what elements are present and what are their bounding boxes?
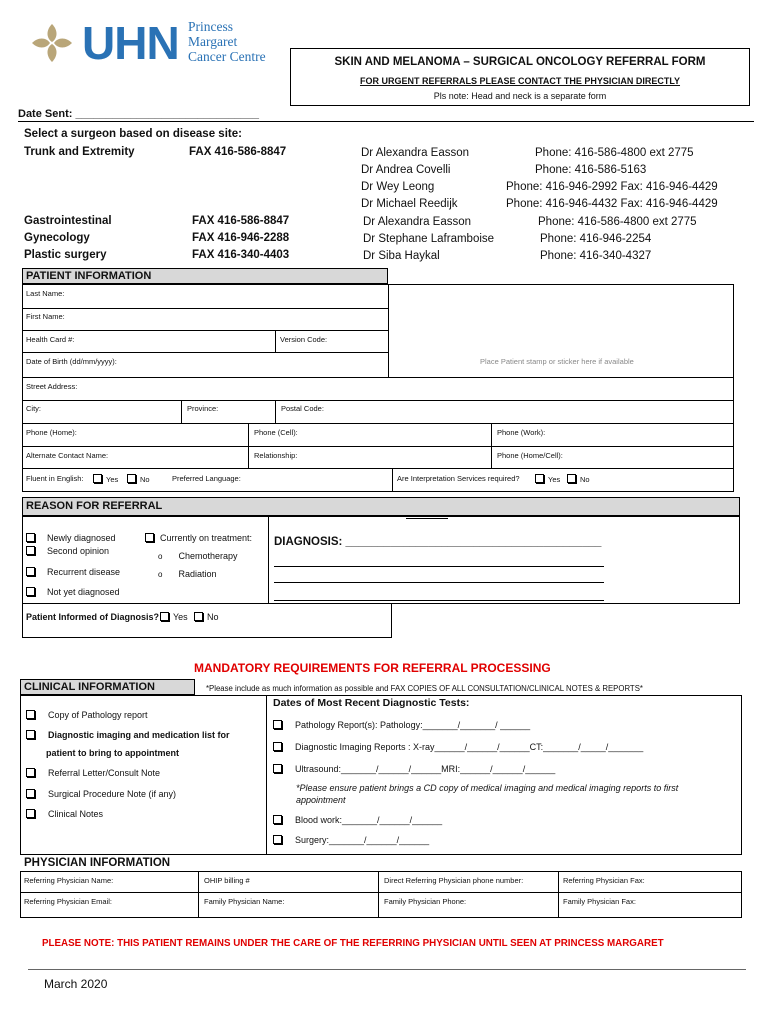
version-code-field[interactable]: Version Code: <box>280 335 328 344</box>
surgeon-heading: Select a surgeon based on disease site: <box>24 128 242 140</box>
ultrasound-date-field[interactable]: Ultrasound:_______/______/______MRI:______/______/______ <box>273 764 555 774</box>
divider <box>388 284 389 377</box>
reason-heading: REASON FOR REFERRAL <box>22 497 740 516</box>
divider <box>20 892 742 893</box>
logo-mark-icon <box>28 20 76 66</box>
informed-no-checkbox[interactable]: No <box>194 612 219 622</box>
radiation-radio[interactable]: o Radiation <box>158 569 217 579</box>
surgical-note-checkbox[interactable]: Surgical Procedure Note (if any) <box>26 789 176 799</box>
clinical-heading: CLINICAL INFORMATION <box>20 679 195 695</box>
checkbox-icon <box>273 742 282 751</box>
postal-code-field[interactable]: Postal Code: <box>281 404 324 413</box>
doctor-name[interactable]: Dr Alexandra Easson <box>361 147 470 159</box>
checkbox-icon <box>535 474 544 483</box>
site-trunk[interactable]: Trunk and Extremity <box>24 146 135 158</box>
doctor-phone: Phone: 416-586-4800 ext 2775 <box>538 216 697 228</box>
logo-line-2: Margaret <box>188 34 238 49</box>
phone-home-field[interactable]: Phone (Home): <box>26 428 77 437</box>
divider <box>275 400 276 423</box>
checkbox-icon <box>273 815 282 824</box>
patient-info-table <box>22 284 734 492</box>
dob-field[interactable]: Date of Birth (dd/mm/yyyy): <box>26 357 117 366</box>
imaging-list-cont: patient to bring to appointment <box>46 748 179 758</box>
checkbox-icon <box>273 835 282 844</box>
site-trunk-fax: FAX 416-586-8847 <box>189 146 287 158</box>
imaging-date-field[interactable]: Diagnostic Imaging Reports : X-ray______/______/______CT:_______/_____/_______ <box>273 742 643 752</box>
fluent-no-checkbox[interactable]: No <box>127 474 150 484</box>
ref-fax-field[interactable]: Referring Physician Fax: <box>563 876 645 885</box>
divider <box>558 871 559 918</box>
divider <box>491 423 492 468</box>
divider <box>22 352 388 353</box>
checkbox-icon <box>567 474 576 483</box>
divider <box>22 446 734 447</box>
doctor-phone: Phone: 416-946-2992 Fax: 416-946-4429 <box>506 181 718 193</box>
family-phone-field[interactable]: Family Physician Phone: <box>384 897 467 906</box>
recurrent-checkbox[interactable]: Recurrent disease <box>26 567 120 577</box>
interp-no-checkbox[interactable]: No <box>567 474 590 484</box>
checkbox-icon <box>26 587 35 596</box>
family-fax-field[interactable]: Family Physician Fax: <box>563 897 636 906</box>
site-plastic[interactable]: Plastic surgery <box>24 249 107 261</box>
imaging-list-checkbox[interactable]: Diagnostic imaging and medication list for <box>26 730 230 740</box>
mandatory-heading: MANDATORY REQUIREMENTS FOR REFERRAL PROCESSING <box>194 661 551 675</box>
diagnosis-line <box>274 566 604 567</box>
doctor-name[interactable]: Dr Wey Leong <box>361 181 435 193</box>
divider <box>18 121 754 122</box>
doctor-phone: Phone: 416-586-5163 <box>535 164 647 176</box>
checkbox-icon <box>127 474 136 483</box>
fluent-english-label: Fluent in English: <box>26 474 84 483</box>
physician-heading: PHYSICIAN INFORMATION <box>24 857 171 869</box>
pathology-report-checkbox[interactable]: Copy of Pathology report <box>26 710 148 720</box>
informed-label: Patient Informed of Diagnosis? <box>26 612 160 622</box>
health-card-field[interactable]: Health Card #: <box>26 335 75 344</box>
divider <box>22 308 388 309</box>
dates-heading: Dates of Most Recent Diagnostic Tests: <box>273 697 470 709</box>
radio-icon: o <box>158 570 163 579</box>
checkbox-icon <box>26 567 35 576</box>
checkbox-icon <box>273 720 282 729</box>
divider <box>22 377 734 378</box>
site-gyn[interactable]: Gynecology <box>24 232 90 244</box>
divider <box>378 871 379 918</box>
divider <box>268 516 269 604</box>
diagnosis-field[interactable]: DIAGNOSIS: ________________________________________ <box>274 536 602 548</box>
alt-contact-field[interactable]: Alternate Contact Name: <box>26 451 109 460</box>
divider <box>22 330 388 331</box>
doctor-name[interactable]: Dr Siba Haykal <box>363 250 440 262</box>
divider <box>275 330 276 352</box>
first-name-field[interactable]: First Name: <box>26 312 65 321</box>
chemo-radio[interactable]: o Chemotherapy <box>158 551 238 561</box>
site-gyn-fax: FAX 416-946-2288 <box>192 232 290 244</box>
province-field[interactable]: Province: <box>187 404 219 413</box>
preferred-language-field[interactable]: Preferred Language: <box>172 474 241 483</box>
checkbox-icon <box>26 533 35 542</box>
clinical-notes-checkbox[interactable]: Clinical Notes <box>26 809 103 819</box>
fluent-yes-checkbox[interactable]: Yes <box>93 474 118 484</box>
newly-diagnosed-checkbox[interactable]: Newly diagnosed <box>26 533 116 543</box>
checkbox-icon <box>145 533 154 542</box>
checkbox-icon <box>26 809 35 818</box>
divider <box>266 695 267 855</box>
diagnosis-line <box>274 600 604 601</box>
checkbox-icon <box>26 789 35 798</box>
footer-divider <box>28 969 746 970</box>
doctor-name[interactable]: Dr Michael Reedijk <box>361 198 458 210</box>
doctor-name[interactable]: Dr Alexandra Easson <box>363 216 472 228</box>
footer-date: March 2020 <box>44 977 108 991</box>
phone-cell-field[interactable]: Phone (Cell): <box>254 428 298 437</box>
head-neck-note: Pls note: Head and neck is a separate form <box>433 91 607 101</box>
urgent-note: FOR URGENT REFERRALS PLEASE CONTACT THE PHYSICIAN DIRECTLY <box>359 76 681 86</box>
divider <box>22 468 734 469</box>
checkbox-icon <box>26 730 35 739</box>
cd-copy-note: *Please ensure patient brings a CD copy of medical imaging and medical imaging reports to first appointment <box>296 783 679 805</box>
logo <box>28 14 288 74</box>
diagnosis-line <box>274 582 604 583</box>
care-note: PLEASE NOTE: THIS PATIENT REMAINS UNDER THE CARE OF THE REFERRING PHYSICIAN UNTIL SEEN AT PRINCESS MARGARET <box>42 938 664 949</box>
include-note: *Please include as much information as possible and FAX COPIES OF ALL CONSULTATION/CLINICAL NOTES & REPORTS* <box>206 684 643 693</box>
second-opinion-checkbox[interactable]: Second opinion <box>26 546 109 556</box>
date-sent[interactable]: Date Sent: ______________________________ <box>18 108 259 120</box>
referral-letter-checkbox[interactable]: Referral Letter/Consult Note <box>26 768 160 778</box>
doctor-phone: Phone: 416-586-4800 ext 2775 <box>535 147 694 159</box>
interpretation-label: Are Interpretation Services required? <box>397 474 520 483</box>
divider <box>406 518 448 519</box>
form-title: SKIN AND MELANOMA – SURGICAL ONCOLOGY REFERRAL FORM <box>334 56 706 68</box>
doctor-phone: Phone: 416-946-4432 Fax: 416-946-4429 <box>506 198 718 210</box>
divider <box>248 423 249 468</box>
not-yet-diagnosed-checkbox[interactable]: Not yet diagnosed <box>26 587 120 597</box>
site-gi-fax: FAX 416-586-8847 <box>192 215 290 227</box>
divider <box>22 423 734 424</box>
logo-uhn: UHN <box>82 17 179 69</box>
informed-yes-checkbox[interactable]: Yes <box>160 612 188 622</box>
stamp-area[interactable]: Place Patient stamp or sticker here if available <box>480 357 634 366</box>
checkbox-icon <box>194 612 203 621</box>
checkbox-icon <box>26 768 35 777</box>
logo-line-1: Princess <box>188 19 233 34</box>
doctor-phone: Phone: 416-340-4327 <box>540 250 652 262</box>
checkbox-icon <box>93 474 102 483</box>
doctor-phone: Phone: 416-946-2254 <box>540 233 652 245</box>
divider <box>22 400 734 401</box>
divider <box>392 468 393 492</box>
current-treatment-checkbox[interactable]: Currently on treatment: <box>145 533 252 543</box>
doctor-name[interactable]: Dr Stephane Laframboise <box>363 233 495 245</box>
interp-yes-checkbox[interactable]: Yes <box>535 474 560 484</box>
surgery-date-field[interactable]: Surgery:_______/______/______ <box>273 835 429 845</box>
ref-physician-name-field[interactable]: Referring Physician Name: <box>24 876 114 885</box>
ohip-billing-field[interactable]: OHIP billing # <box>204 876 250 885</box>
checkbox-icon <box>26 710 35 719</box>
checkbox-icon <box>26 546 35 555</box>
logo-line-3: Cancer Centre <box>188 49 266 64</box>
street-field[interactable]: Street Address: <box>26 382 78 391</box>
relationship-field[interactable]: Relationship: <box>254 451 298 460</box>
site-plastic-fax: FAX 416-340-4403 <box>192 249 290 261</box>
title-box <box>290 48 750 106</box>
doctor-name[interactable]: Dr Andrea Covelli <box>361 164 451 176</box>
city-field[interactable]: City: <box>26 404 41 413</box>
checkbox-icon <box>160 612 169 621</box>
blood-work-date-field[interactable]: Blood work:_______/______/______ <box>273 815 442 825</box>
patient-info-heading: PATIENT INFORMATION <box>22 268 388 284</box>
pathology-date-field[interactable]: Pathology Report(s): Pathology:_______/_______/ ______ <box>273 720 530 730</box>
direct-phone-field[interactable]: Direct Referring Physician phone number: <box>384 876 524 885</box>
site-gi[interactable]: Gastrointestinal <box>24 215 112 227</box>
reason-box <box>22 516 740 604</box>
checkbox-icon <box>273 764 282 773</box>
last-name-field[interactable]: Last Name: <box>26 289 65 298</box>
divider <box>181 400 182 423</box>
alt-phone-field[interactable]: Phone (Home/Cell): <box>497 451 563 460</box>
family-name-field[interactable]: Family Physician Name: <box>204 897 285 906</box>
phone-work-field[interactable]: Phone (Work): <box>497 428 546 437</box>
radio-icon: o <box>158 552 163 561</box>
divider <box>198 871 199 918</box>
ref-email-field[interactable]: Referring Physician Email: <box>24 897 112 906</box>
